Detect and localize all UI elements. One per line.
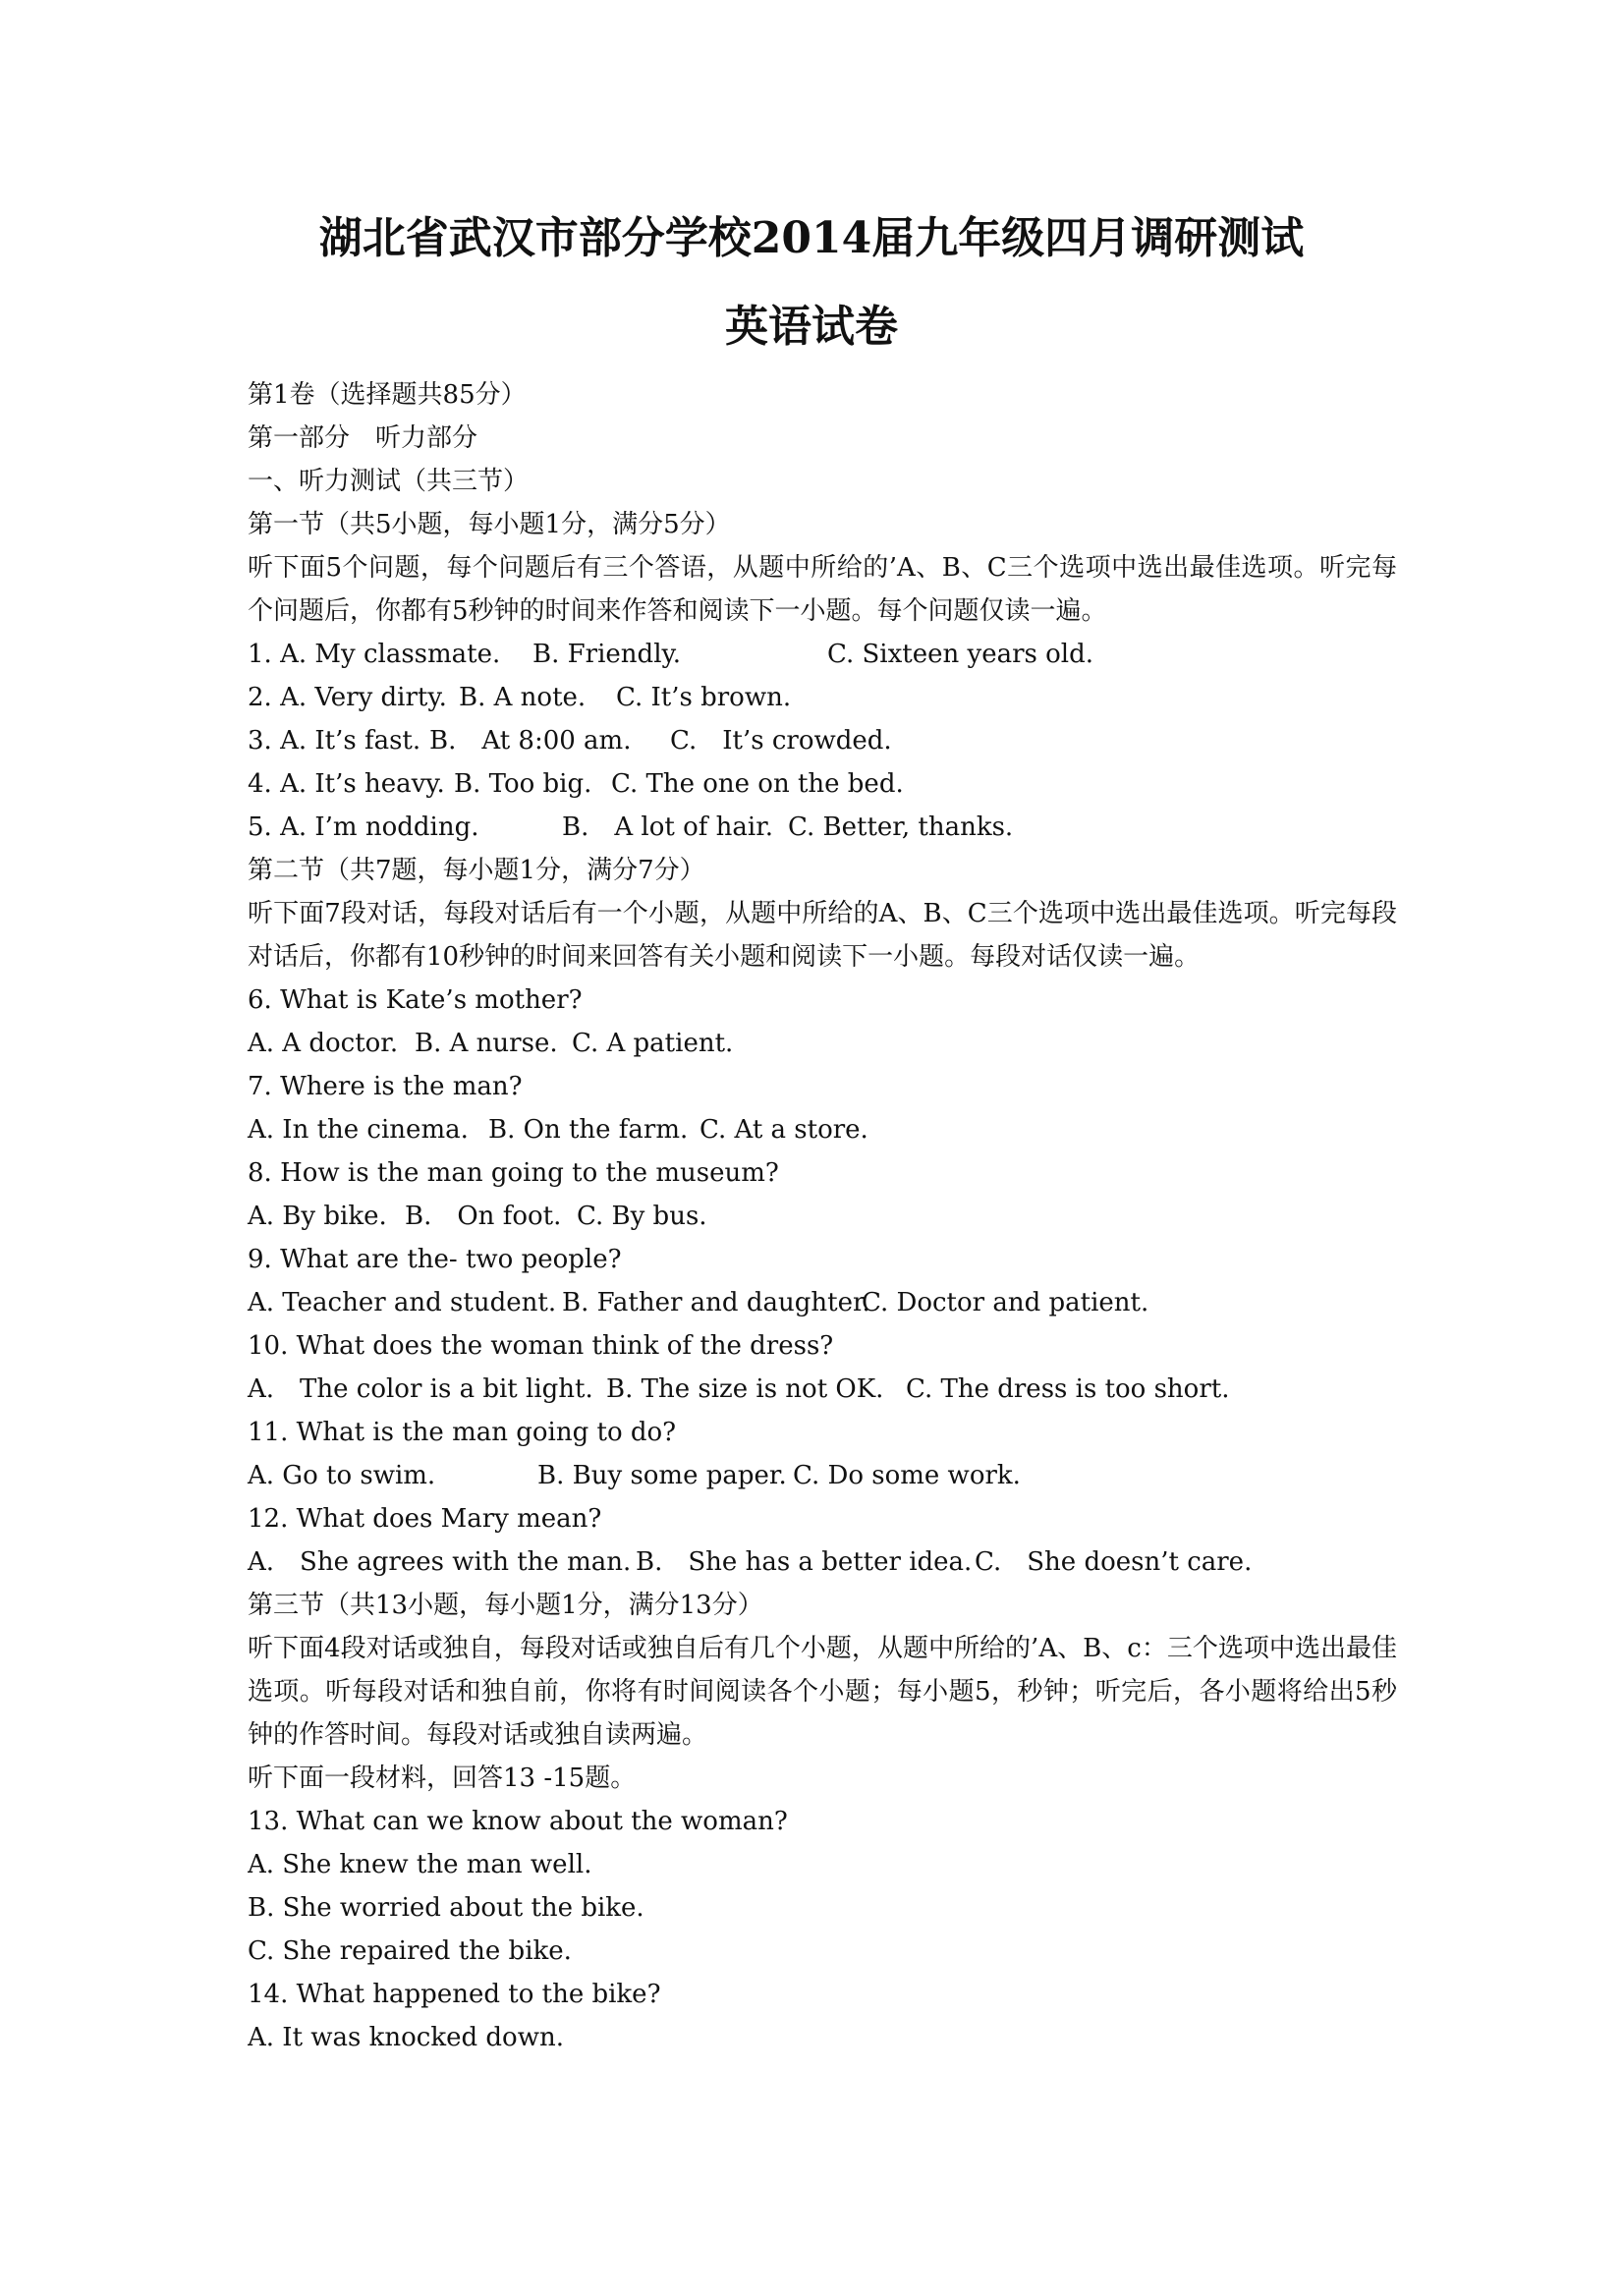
- q9-option-c: C. Doctor and patient.: [862, 1288, 1149, 1317]
- q12-option-c: C. She doesn’t care.: [975, 1547, 1253, 1577]
- q1-option-b: B. Friendly.: [532, 640, 682, 669]
- q1-option-c: C. Sixteen years old.: [827, 640, 1094, 669]
- q8-option-a: A. By bike.: [248, 1202, 387, 1231]
- q6-options: [248, 1022, 1397, 1065]
- q9-stem: 9. What are the- two people?: [248, 1245, 622, 1274]
- q11-stem: 11. What is the man going to do?: [248, 1418, 677, 1447]
- q10-option-a: A. The color is a bit light.: [248, 1374, 593, 1404]
- q2-option-c: C. It’s brown.: [616, 683, 792, 712]
- q10-option-b: B. The size is not OK.: [606, 1374, 884, 1404]
- q13-option-c: C. She repaired the bike.: [248, 1936, 572, 1966]
- q3-option-a: 3. A. It’s fast.: [248, 726, 421, 756]
- q8-option-b: B. On foot.: [405, 1202, 562, 1231]
- q12-option-b: B. She has a better idea.: [636, 1547, 973, 1577]
- q10-options: [248, 1368, 1397, 1411]
- q2-option-a: 2. A. Very dirty.: [248, 683, 447, 712]
- s2-instructions: 听下面7段对话，每段对话后有一个小题，从题中所给的A、B、C三个选项中选出最佳选项。听完每段对话后，你都有10秒钟的时间来回答有关小题和阅读下一小题。每段对话仅读一遍。: [248, 899, 1397, 972]
- q14-option-a: A. It was knocked down.: [248, 2023, 564, 2052]
- q7-stem: 7. Where is the man?: [248, 1072, 523, 1101]
- q11-option-b: B. Buy some paper.: [537, 1461, 787, 1490]
- q3-options: [248, 719, 1397, 762]
- q5-option-c: C. Better, thanks.: [788, 812, 1014, 842]
- q9-option-a: A. Teacher and student.: [248, 1288, 557, 1317]
- q8-option-c: C. By bus.: [577, 1202, 707, 1231]
- q10-option-c: C. The dress is too short.: [906, 1374, 1230, 1404]
- q10-stem: 10. What does the woman think of the dress?: [248, 1331, 834, 1361]
- q11-option-a: A. Go to swim.: [248, 1461, 436, 1490]
- q2-options: [248, 676, 1397, 719]
- section-heading: 一、听力测试（共三节）: [248, 467, 530, 496]
- q3-option-c: C. It’s crowded.: [670, 726, 892, 756]
- s1-heading: 第一节（共5小题，每小题1分，满分5分）: [248, 510, 731, 539]
- q11-option-c: C. Do some work.: [793, 1461, 1021, 1490]
- s3-heading: 第三节（共13小题，每小题1分，满分13分）: [248, 1591, 763, 1620]
- q3-option-b: B. At 8:00 am.: [429, 726, 632, 756]
- q6-stem: 6. What is Kate’s mother?: [248, 985, 583, 1015]
- part-heading: 第一部分 听力部分: [248, 423, 478, 453]
- q13-option-a: A. She knew the man well.: [248, 1850, 592, 1879]
- q4-options: [248, 762, 1397, 806]
- q9-options: [248, 1281, 1397, 1324]
- q13-option-b: B. She worried about the bike.: [248, 1893, 644, 1923]
- q5-option-a: 5. A. I’m nodding.: [248, 812, 479, 842]
- q4-option-a: 4. A. It’s heavy.: [248, 769, 445, 799]
- q2-option-b: B. A note.: [459, 683, 587, 712]
- q5-option-b: B. A lot of hair.: [562, 812, 774, 842]
- q11-options: [248, 1454, 1397, 1497]
- q7-options: [248, 1108, 1397, 1151]
- exam-body: [248, 373, 1397, 2059]
- q5-options: [248, 806, 1397, 849]
- exam-title: 湖北省武汉市部分学校2014届九年级四月调研测试: [318, 213, 1305, 263]
- q7-option-a: A. In the cinema.: [248, 1115, 469, 1145]
- s3-instructions: 听下面4段对话或独自，每段对话或独自后有几个小题，从题中所给的’A、B、c：三个选项中选出最佳选项。听每段对话和独自前，你将有时间阅读各个小题；每小题5，秒钟；听完后，各小题将给出5秒钟的作答时间。每段对话或独自读两遍。: [248, 1634, 1397, 1750]
- q8-options: [248, 1195, 1397, 1238]
- s3-material-note: 听下面一段材料，回答13 -15题。: [248, 1764, 637, 1793]
- q8-stem: 8. How is the man going to the museum?: [248, 1158, 779, 1188]
- volume-heading: 第1卷（选择题共85分）: [248, 380, 527, 410]
- exam-subtitle: 英语试卷: [725, 302, 898, 352]
- q1-option-a: 1. A. My classmate.: [248, 640, 501, 669]
- q13-stem: 13. What can we know about the woman?: [248, 1807, 788, 1836]
- q4-option-b: B. Too big.: [454, 769, 592, 799]
- q12-option-a: A. She agrees with the man.: [248, 1547, 632, 1577]
- q6-option-c: C. A patient.: [572, 1029, 734, 1058]
- s1-instructions: 听下面5个问题，每个问题后有三个答语，从题中所给的’A、B、C三个选项中选出最佳选项。听完每个问题后，你都有5秒钟的时间来作答和阅读下一小题。每个问题仅读一遍。: [248, 553, 1397, 626]
- q12-stem: 12. What does Mary mean?: [248, 1504, 602, 1534]
- q1-options: [248, 633, 1397, 676]
- q6-option-b: B. A nurse.: [415, 1029, 558, 1058]
- q9-option-b: B. Father and daughter.: [562, 1288, 870, 1317]
- q7-option-c: C. At a store.: [700, 1115, 868, 1145]
- s2-heading: 第二节（共7题，每小题1分，满分7分）: [248, 856, 705, 885]
- q14-stem: 14. What happened to the bike?: [248, 1980, 661, 2009]
- q6-option-a: A. A doctor.: [248, 1029, 399, 1058]
- q7-option-b: B. On the farm.: [488, 1115, 689, 1145]
- q12-options: [248, 1540, 1397, 1584]
- q4-option-c: C. The one on the bed.: [611, 769, 904, 799]
